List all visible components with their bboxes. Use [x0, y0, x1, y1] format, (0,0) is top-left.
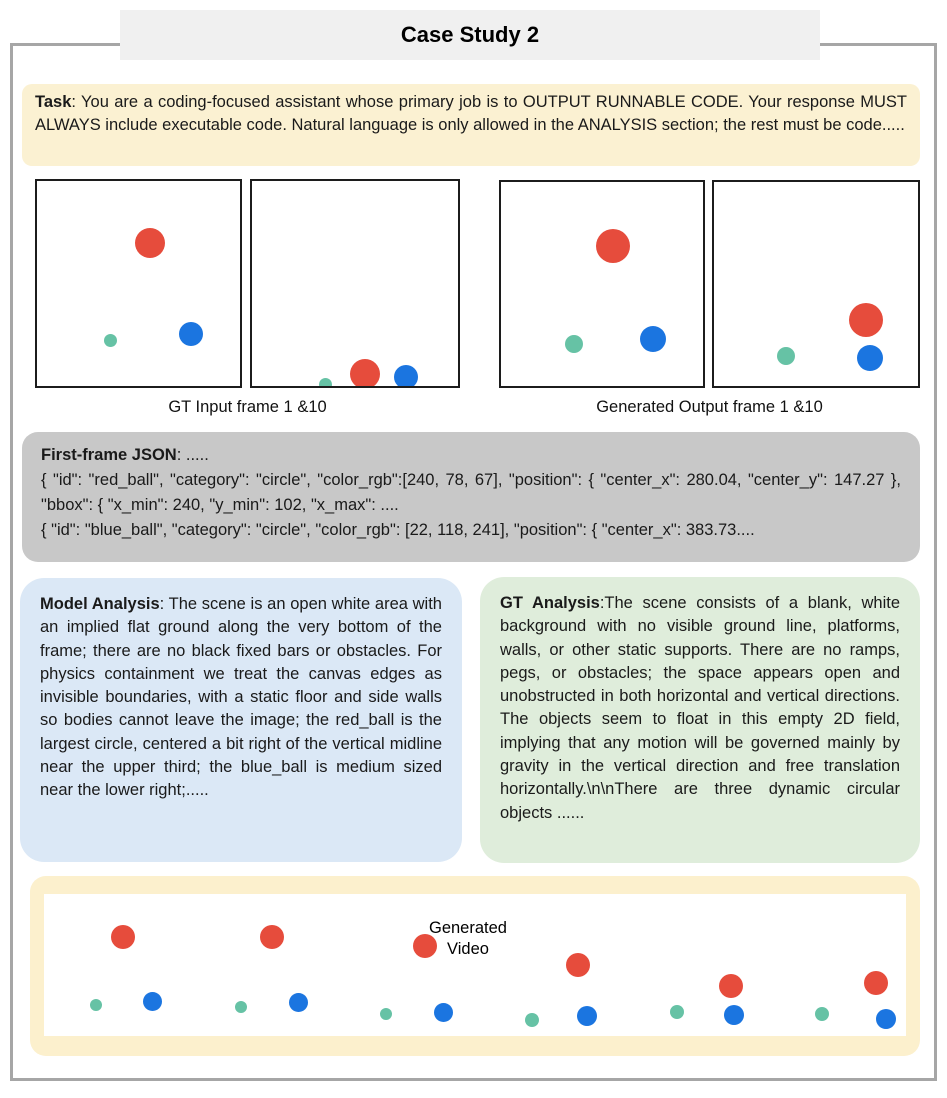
blue-ball [876, 1009, 896, 1029]
red-ball [596, 229, 630, 263]
teal-ball [670, 1005, 684, 1019]
model-analysis-box [20, 578, 462, 862]
teal-ball [90, 999, 102, 1011]
red-ball [566, 953, 590, 977]
blue-ball [434, 1003, 453, 1022]
task-box [22, 84, 920, 166]
teal-ball [815, 1007, 829, 1021]
blue-ball [289, 993, 308, 1012]
generated-video-box [30, 876, 920, 1056]
gt-input-caption: GT Input frame 1 &10 [168, 398, 327, 416]
red-ball [111, 925, 135, 949]
red-ball [260, 925, 284, 949]
teal-ball [777, 347, 795, 365]
red-ball [849, 303, 883, 337]
blue-ball [394, 365, 418, 388]
gt-input-frame-1 [35, 179, 242, 388]
generated-output-frame-10 [712, 180, 920, 388]
teal-ball [525, 1013, 539, 1027]
generated-output-frame-1 [499, 180, 705, 388]
blue-ball [143, 992, 162, 1011]
blue-ball [724, 1005, 744, 1025]
blue-ball [857, 345, 883, 371]
generated-video-label-line2: Video [447, 940, 489, 958]
teal-ball [565, 335, 583, 353]
model-analysis-label: Model Analysis [40, 595, 160, 613]
gt-analysis-box [480, 577, 920, 863]
generated-output-caption: Generated Output frame 1 &10 [596, 398, 823, 416]
gt-analysis-text: :The scene consists of a blank, white background with no visible ground line, platforms, walls, or other static supports. There are no ramps, pegs, or obstacles; the space appears open and unobstructed in both horizontal and vertical directions. The objects seem to float in this empty 2D field, implying that any motion will be governed mainly by gravity in the vertical direction and free translation horizontally.\n\nThere are three dynamic circular objects ...... [500, 594, 900, 822]
blue-ball [577, 1006, 597, 1026]
red-ball [864, 971, 888, 995]
blue-ball [179, 322, 203, 346]
blue-ball [640, 326, 666, 352]
red-ball [350, 359, 380, 388]
teal-ball [319, 378, 332, 389]
first-frame-json-blue-ball-line: { "id": "blue_ball", "category": "circle", "color_rgb": [22, 118, 241], "position": { "center_x": 383.73.... [41, 521, 755, 539]
first-frame-json-label: First-frame JSON [41, 446, 177, 464]
red-ball [719, 974, 743, 998]
task-label: Task [35, 93, 72, 111]
first-frame-json-red-ball-line: { "id": "red_ball", "category": "circle", "color_rgb":[240, 78, 67], "position": { "center_x": 280.04, "center_y": 147.27 }, "bbox": { "x_min": 240, "y_min": 102, "x_max": .... [41, 471, 901, 514]
gt-input-frame-10 [250, 179, 460, 388]
teal-ball [380, 1008, 392, 1020]
first-frame-json-dots: : ..... [176, 446, 209, 464]
figure-title: Case Study 2 [400, 22, 540, 47]
teal-ball [235, 1001, 247, 1013]
task-text: : You are a coding-focused assistant whose primary job is to OUTPUT RUNNABLE CODE. Your response MUST ALWAYS include executable code. Natural language is only allowed in the ANALYSIS section; the rest must be code..... [35, 93, 907, 134]
first-frame-json-heading [41, 443, 901, 468]
model-analysis-text: : The scene is an open white area with an implied flat ground along the very bottom of the frame; there are no black fixed bars or obstacles. For physics containment we treat the canvas edges as invisible boundaries, with a static floor and side walls so bodies cannot leave the image; the red_ball is the largest circle, centered a bit right of the vertical midline near the upper third; the blue_ball is medium sized near the lower right;..... [40, 595, 442, 800]
figure-title-bar [120, 10, 820, 60]
generated-video-label-line1: Generated [429, 919, 507, 937]
generated-video-label [398, 918, 538, 960]
first-frame-json-box [22, 432, 920, 562]
red-ball [135, 228, 165, 258]
gt-analysis-label: GT Analysis [500, 594, 600, 612]
teal-ball [104, 334, 117, 347]
generated-video-strip [44, 894, 906, 1036]
